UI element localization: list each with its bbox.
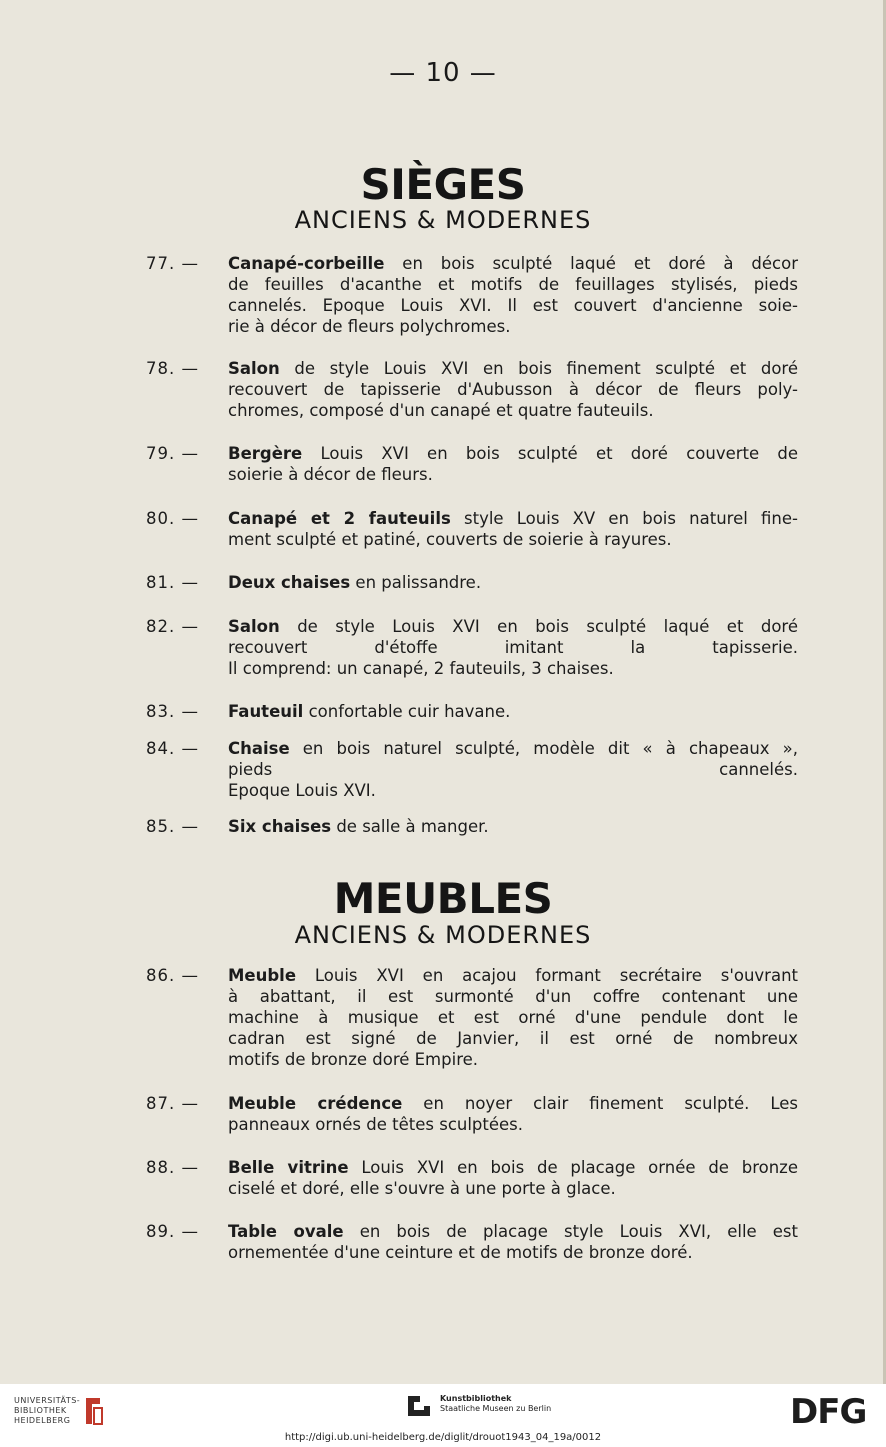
catalog-entry xyxy=(146,616,798,679)
description-line xyxy=(228,1049,798,1070)
line-text: en palissandre. xyxy=(355,573,482,592)
lot-title: Canapé et 2 fauteuils xyxy=(228,509,451,528)
line-text: Il comprend: un canapé, 2 fauteuils, 3 chaises. xyxy=(228,659,614,678)
description-line xyxy=(228,965,798,986)
line-text: Louis XVI en acajou formant secrétaire s'ouvrant xyxy=(314,966,799,985)
line-text: en bois de placage style Louis XVI, elle est xyxy=(359,1222,798,1241)
description-line xyxy=(228,816,798,837)
description-line xyxy=(228,1157,798,1178)
description-line xyxy=(228,738,798,759)
lot-title: Table ovale xyxy=(228,1222,344,1241)
entry-description xyxy=(228,1157,798,1199)
line-text: motifs de bronze doré Empire. xyxy=(228,1050,479,1069)
line-text: Epoque Louis XVI. xyxy=(228,781,376,800)
lot-number: 81. — xyxy=(146,573,199,592)
line-text: confortable cuir havane. xyxy=(308,702,511,721)
university-logo-icon xyxy=(80,1394,106,1428)
entry-description xyxy=(228,738,798,801)
lot-title: Canapé-corbeille xyxy=(228,254,385,273)
lot-title: Salon xyxy=(228,359,280,378)
description-line xyxy=(228,986,798,1007)
lot-number: 80. — xyxy=(146,509,199,528)
section-subtitle-sieges: ANCIENS & MODERNES xyxy=(294,206,592,234)
description-line xyxy=(228,295,798,316)
lot-number: 84. — xyxy=(146,739,199,758)
description-line xyxy=(228,1093,798,1114)
description-line xyxy=(228,1114,798,1135)
entry-description xyxy=(228,253,798,337)
dfg-logo: DFG xyxy=(790,1392,867,1432)
lot-title: Meuble xyxy=(228,966,297,985)
description-line xyxy=(228,1242,798,1263)
line-text: panneaux ornés de têtes sculptées. xyxy=(228,1115,524,1134)
line-text: style Louis XV en bois naturel fine- xyxy=(464,509,798,528)
lot-title: Belle vitrine xyxy=(228,1158,349,1177)
entry-description xyxy=(228,443,798,485)
lot-number: 77. — xyxy=(146,254,199,273)
catalog-entry xyxy=(146,572,798,593)
catalog-entry xyxy=(146,508,798,550)
description-line xyxy=(228,1007,798,1028)
catalog-entry xyxy=(146,738,798,801)
description-line xyxy=(228,274,798,295)
description-line xyxy=(228,572,798,593)
catalog-entry xyxy=(146,1093,798,1135)
lot-number: 79. — xyxy=(146,444,199,463)
description-line xyxy=(228,637,798,658)
lot-number: 88. — xyxy=(146,1158,199,1177)
description-line xyxy=(228,400,798,421)
description-line xyxy=(228,658,798,679)
lot-number: 83. — xyxy=(146,702,199,721)
lot-title: Fauteuil xyxy=(228,702,304,721)
line-text: Louis XVI en bois sculpté et doré couverte de xyxy=(320,444,799,463)
entry-description xyxy=(228,1221,798,1263)
section-title-meubles: MEUBLES xyxy=(333,874,553,923)
description-line xyxy=(228,780,798,801)
line-text: en bois naturel sculpté, modèle dit « à chapeaux », xyxy=(302,739,798,758)
description-line xyxy=(228,701,798,722)
line-text: machine à musique et est orné d'une pendule dont le xyxy=(228,1008,798,1027)
description-line xyxy=(228,253,798,274)
line-text: de feuilles d'acanthe et motifs de feuillages stylisés, pieds xyxy=(228,275,798,294)
catalog-entry xyxy=(146,253,798,337)
line-text: recouvert de tapisserie d'Aubusson à décor de fleurs poly- xyxy=(228,380,798,399)
description-line xyxy=(228,464,798,485)
lot-number: 86. — xyxy=(146,966,199,985)
kb-subtitle: Staatliche Museen zu Berlin xyxy=(440,1404,552,1413)
description-line xyxy=(228,508,798,529)
section-subtitle-meubles: ANCIENS & MODERNES xyxy=(294,921,592,949)
line-text: recouvert d'étoffe imitant la tapisserie. xyxy=(228,638,798,657)
lot-title: Deux chaises xyxy=(228,573,351,592)
entry-description xyxy=(228,358,798,421)
line-text: Louis XVI en bois de placage ornée de bronze xyxy=(361,1158,798,1177)
description-line xyxy=(228,1221,798,1242)
lot-title: Six chaises xyxy=(228,817,332,836)
university-library-label xyxy=(14,1396,80,1426)
line-text: cannelés. Epoque Louis XVI. Il est couvert d'ancienne soie- xyxy=(228,296,798,315)
description-line xyxy=(228,316,798,337)
line-text: pieds cannelés. xyxy=(228,760,798,779)
line-text: en noyer clair finement sculpté. Les xyxy=(423,1094,798,1113)
page-number: — 10 — xyxy=(389,58,497,88)
line-text: chromes, composé d'un canapé et quatre fauteuils. xyxy=(228,401,654,420)
catalog-entry xyxy=(146,443,798,485)
line-text: à abattant, il est surmonté d'un coffre contenant une xyxy=(228,987,798,1006)
lot-title: Bergère xyxy=(228,444,303,463)
catalog-entry xyxy=(146,1157,798,1199)
kunstbibliothek-label xyxy=(440,1394,551,1414)
line-text: de salle à manger. xyxy=(336,817,489,836)
description-line xyxy=(228,759,798,780)
description-line xyxy=(228,443,798,464)
lot-number: 82. — xyxy=(146,617,199,636)
entry-description xyxy=(228,1093,798,1135)
entry-description xyxy=(228,616,798,679)
line-text: ciselé et doré, elle s'ouvre à une porte à glace. xyxy=(228,1179,616,1198)
ub-line-1: UNIVERSITÄTS- xyxy=(14,1396,81,1405)
line-text: en bois sculpté laqué et doré à décor xyxy=(402,254,798,273)
line-text: soierie à décor de fleurs. xyxy=(228,465,433,484)
description-line xyxy=(228,616,798,637)
lot-number: 78. — xyxy=(146,359,199,378)
kb-title: Kunstbibliothek xyxy=(440,1394,512,1403)
lot-title: Chaise xyxy=(228,739,290,758)
lot-title: Salon xyxy=(228,617,280,636)
entry-description xyxy=(228,965,798,1070)
lot-number: 87. — xyxy=(146,1094,199,1113)
catalog-entry xyxy=(146,1221,798,1263)
kunstbibliothek-logo-icon xyxy=(404,1394,434,1418)
entry-description xyxy=(228,572,798,593)
entry-description xyxy=(228,816,798,837)
line-text: ment sculpté et patiné, couverts de soierie à rayures. xyxy=(228,530,672,549)
catalog-entry xyxy=(146,816,798,837)
line-text: ornementée d'une ceinture et de motifs de bronze doré. xyxy=(228,1243,693,1262)
ub-line-2: BIBLIOTHEK xyxy=(14,1406,67,1415)
description-line xyxy=(228,1028,798,1049)
source-url[interactable]: http://digi.ub.uni-heidelberg.de/diglit/drouot1943_04_19a/0012 xyxy=(284,1432,602,1443)
section-title-sieges: SIÈGES xyxy=(360,160,526,209)
line-text: rie à décor de fleurs polychromes. xyxy=(228,317,511,336)
lot-number: 85. — xyxy=(146,817,199,836)
entry-description xyxy=(228,508,798,550)
lot-number: 89. — xyxy=(146,1222,199,1241)
description-line xyxy=(228,379,798,400)
description-line xyxy=(228,529,798,550)
line-text: de style Louis XVI en bois finement sculpté et doré xyxy=(294,359,798,378)
line-text: de style Louis XVI en bois sculpté laqué et doré xyxy=(297,617,798,636)
description-line xyxy=(228,1178,798,1199)
ub-line-3: HEIDELBERG xyxy=(14,1416,71,1425)
lot-title: Meuble crédence xyxy=(228,1094,403,1113)
description-line xyxy=(228,358,798,379)
catalog-entry xyxy=(146,701,798,722)
entry-description xyxy=(228,701,798,722)
line-text: cadran est signé de Janvier, il est orné de nombreux xyxy=(228,1029,798,1048)
catalog-entry xyxy=(146,358,798,421)
catalog-entry xyxy=(146,965,798,1070)
